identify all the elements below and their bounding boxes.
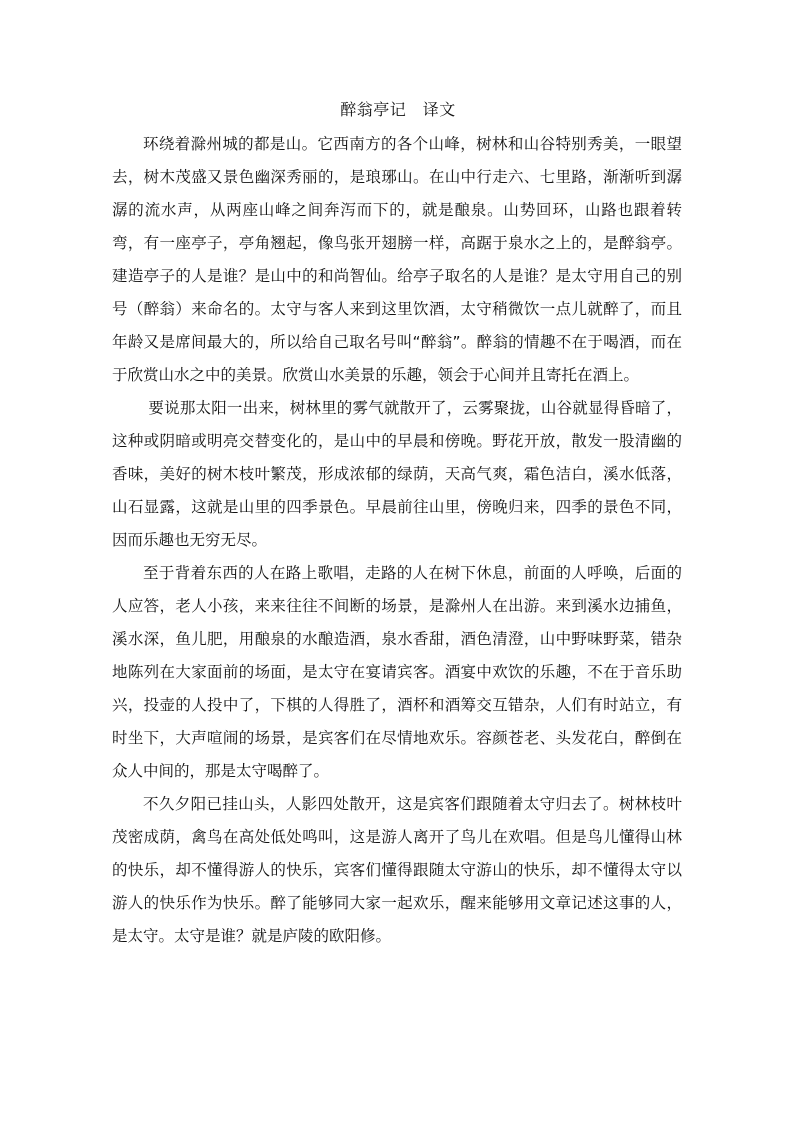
paragraph-1: 环绕着滁州城的都是山。它西南方的各个山峰，树林和山谷特别秀美，一眼望去，树木茂盛又景色幽深秀丽的，是琅琊山。在山中行走六、七里路，渐渐听到潺潺的流水声，从两座山峰之间奔泻而下的，就是酿泉。山势回环，山路也跟着转弯，有一座亭子，亭角翘起，像鸟张开翅膀一样，高踞于泉水之上的，是醉翁亭。建造亭子的人是谁？是山中的和尚智仙。给亭子取名的人是谁？是太守用自己的别号（醉翁）来命名的。太守与客人来到这里饮酒，太守稍微饮一点儿就醉了，而且年龄又是席间最大的，所以给自己取名号叫“醉翁”。醉翁的情趣不在于喝酒，而在于欣赏山水之中的美景。欣赏山水美景的乐趣，领会于心间并且寄托在酒上。	[112, 135, 682, 384]
document-page	[112, 92, 682, 953]
paragraph-2: 要说那太阳一出来，树林里的雾气就散开了，云雾聚拢，山谷就显得昏暗了，这种或阴暗或明亮交替变化的，是山中的早晨和傍晚。野花开放，散发一股清幽的香味，美好的树木枝叶繁茂，形成浓郁的绿荫，天高气爽，霜色洁白，溪水低落，山石显露，这就是山里的四季景色。早晨前往山里，傍晚归来，四季的景色不同，因而乐趣也无穷无尽。	[112, 399, 682, 549]
document-title: 醉翁亭记 译文	[340, 100, 456, 119]
paragraph-4: 不久夕阳已挂山头，人影四处散开，这是宾客们跟随着太守归去了。树林枝叶茂密成荫，禽鸟在高处低处鸣叫，这是游人离开了鸟儿在欢唱。但是鸟儿懂得山林的快乐，却不懂得游人的快乐，宾客们懂得跟随太守游山的快乐，却不懂得太守以游人的快乐作为快乐。醉了能够同大家一起欢乐，醒来能够用文章记述这事的人，是太守。太守是谁？就是庐陵的欧阳修。	[112, 795, 682, 945]
paragraph-3: 至于背着东西的人在路上歌唱，走路的人在树下休息，前面的人呼唤，后面的人应答，老人小孩，来来往往不间断的场景，是滁州人在出游。来到溪水边捕鱼，溪水深，鱼儿肥，用酿泉的水酿造酒，泉水香甜，酒色清澄，山中野味野菜，错杂地陈列在大家面前的场面，是太守在宴请宾客。酒宴中欢饮的乐趣，不在于音乐助兴，投壶的人投中了，下棋的人得胜了，酒杯和酒筹交互错杂，人们有时站立，有时坐下，大声喧闹的场景，是宾客们在尽情地欢乐。容颜苍老、头发花白，醉倒在众人中间的，那是太守喝醉了。	[112, 564, 682, 780]
